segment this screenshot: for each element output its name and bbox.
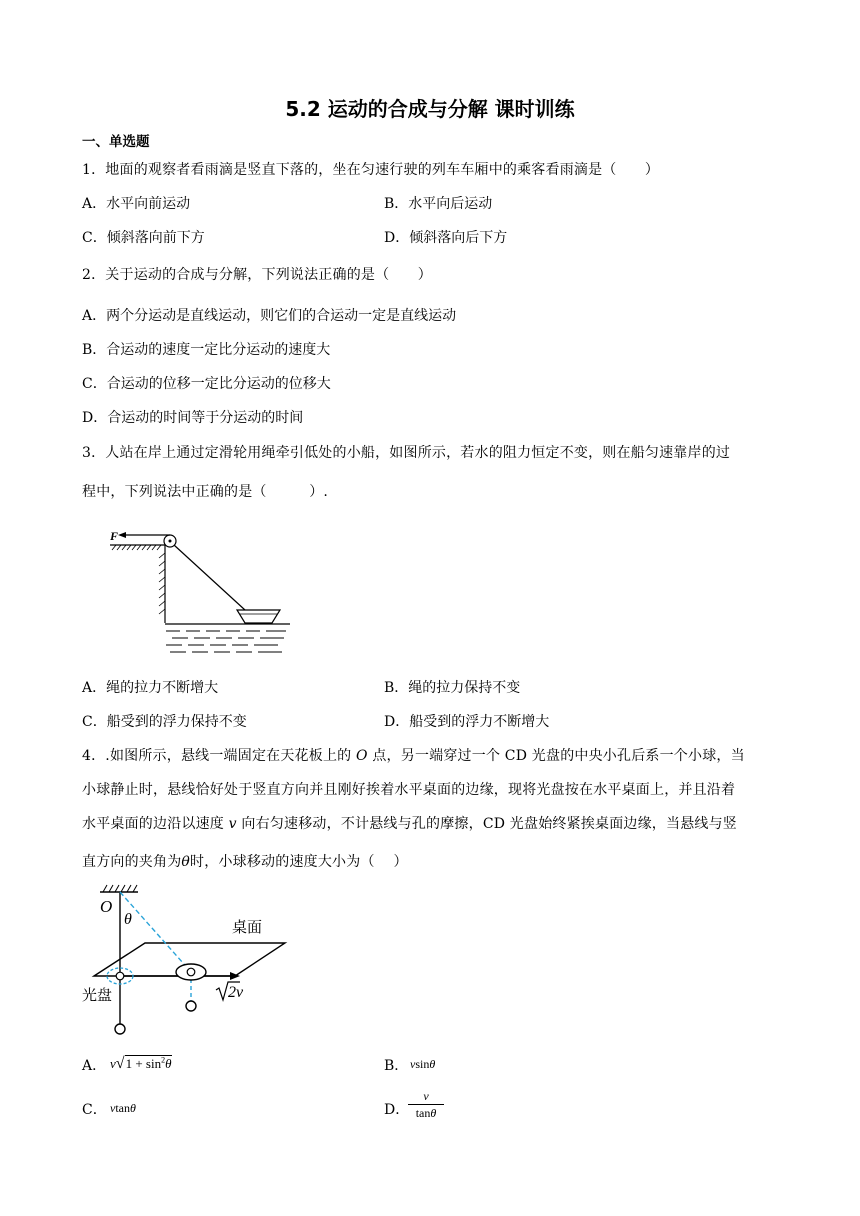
q1-stem: 1．地面的观察者看雨滴是竖直下落的，坐在匀速行驶的列车车厢中的乘客看雨滴是（ ） — [82, 162, 660, 178]
q1-option-b: B．水平向后运动 — [384, 196, 493, 212]
q4-text: 水平桌面的边沿以速度 — [82, 816, 229, 832]
q3-option-a: A．绳的拉力不断增大 — [82, 680, 219, 696]
q1-option-a: A．水平向前运动 — [82, 196, 191, 212]
force-arrow-icon — [118, 532, 126, 538]
point-o-label: O — [100, 897, 113, 916]
q4-stem-line2: 小球静止时，悬线恰好处于竖直方向并且刚好挨着水平桌面的边缘，现将光盘按在水平桌面上，并且沿着 — [82, 782, 736, 798]
formula-denominator: tan — [415, 1106, 431, 1120]
formula-expr: sin — [415, 1057, 430, 1071]
q4-option-d-formula — [408, 1089, 444, 1122]
section-heading: 一、单选题 — [82, 134, 150, 150]
q4-text: 直方向的夹角为 — [82, 854, 182, 870]
q3-option-c: C．船受到的浮力保持不变 — [82, 714, 247, 730]
force-label: F — [110, 529, 119, 543]
q4-option-b-label: B． — [384, 1058, 409, 1074]
cd-disc-figure — [80, 882, 300, 1038]
q4-point-o: O — [356, 748, 368, 764]
formula-theta: θ — [430, 1106, 437, 1120]
q2-option-a: A．两个分运动是直线运动，则它们的合运动一定是直线运动 — [82, 308, 457, 324]
formula-v: v — [410, 1057, 416, 1071]
page-title: 5.2 运动的合成与分解 课时训练 — [285, 97, 575, 121]
q4-velocity-v: v — [228, 816, 237, 832]
ball-moved — [186, 1001, 196, 1011]
q4-option-b-formula — [410, 1057, 435, 1072]
q4-stem-line4 — [82, 851, 408, 871]
q3-option-b: B．绳的拉力保持不变 — [384, 680, 521, 696]
q4-text: 时，小球移动的速度大小为（ ） — [190, 854, 408, 870]
formula-exp: 2 — [161, 1055, 166, 1065]
q4-text: 向右匀速移动，不计悬线与孔的摩擦，CD 光盘始终紧挨桌面边缘，当悬线与竖 — [236, 816, 738, 832]
ball-original — [115, 1024, 125, 1034]
q3-stem-line2: 程中，下列说法中正确的是（ ）. — [82, 484, 329, 500]
q4-text: 点，另一端穿过一个 CD 光盘的中央小孔后系一个小球，当 — [367, 748, 745, 764]
q4-option-b — [384, 1055, 408, 1075]
formula-v: v — [110, 1056, 116, 1071]
q4-option-a-formula — [110, 1055, 172, 1073]
formula-numerator: v — [408, 1089, 444, 1105]
formula-expr: 1 + sin — [125, 1056, 162, 1071]
sqrt-icon: √ — [115, 1055, 125, 1072]
q4-option-d-label: D． — [384, 1102, 410, 1118]
q2-stem: 2．关于运动的合成与分解，下列说法正确的是（ ） — [82, 267, 432, 283]
formula-theta: θ — [165, 1056, 172, 1071]
q3-stem-line1: 3．人站在岸上通过定滑轮用绳牵引低处的小船，如图所示，若水的阻力恒定不变，则在船匀速靠岸的过 — [82, 445, 731, 461]
formula-theta: θ — [130, 1101, 136, 1115]
q3-option-d: D．船受到的浮力不断增大 — [384, 714, 550, 730]
q2-option-b: B．合运动的速度一定比分运动的速度大 — [82, 342, 331, 358]
q2-option-d: D．合运动的时间等于分运动的时间 — [82, 410, 304, 426]
boat-icon — [237, 610, 280, 623]
q4-option-c-label: C． — [82, 1102, 107, 1118]
q1-option-c: C．倾斜落向前下方 — [82, 230, 205, 246]
q4-option-c — [82, 1099, 107, 1119]
q1-option-d: D．倾斜落向后下方 — [384, 230, 508, 246]
q4-stem-line1 — [82, 745, 745, 765]
speed-label: 2v — [228, 984, 244, 1001]
disc-label: 光盘 — [82, 988, 113, 1004]
q4-option-a — [82, 1055, 106, 1075]
q4-stem-line3 — [82, 813, 737, 833]
q4-option-d — [384, 1099, 409, 1119]
formula-v: v — [110, 1101, 116, 1115]
q4-option-a-label: A． — [82, 1058, 107, 1074]
q4-option-c-formula — [110, 1101, 136, 1116]
theta-label: θ — [124, 911, 132, 928]
table-label: 桌面 — [232, 920, 263, 936]
q4-text: 4．.如图所示，悬线一端固定在天花板上的 — [82, 748, 357, 764]
q4-angle-theta: θ — [181, 854, 191, 870]
formula-theta: θ — [429, 1057, 436, 1071]
formula-expr: tan — [115, 1101, 130, 1115]
q2-option-c: C．合运动的位移一定比分运动的位移大 — [82, 376, 331, 392]
pulley-boat-figure — [100, 528, 300, 656]
